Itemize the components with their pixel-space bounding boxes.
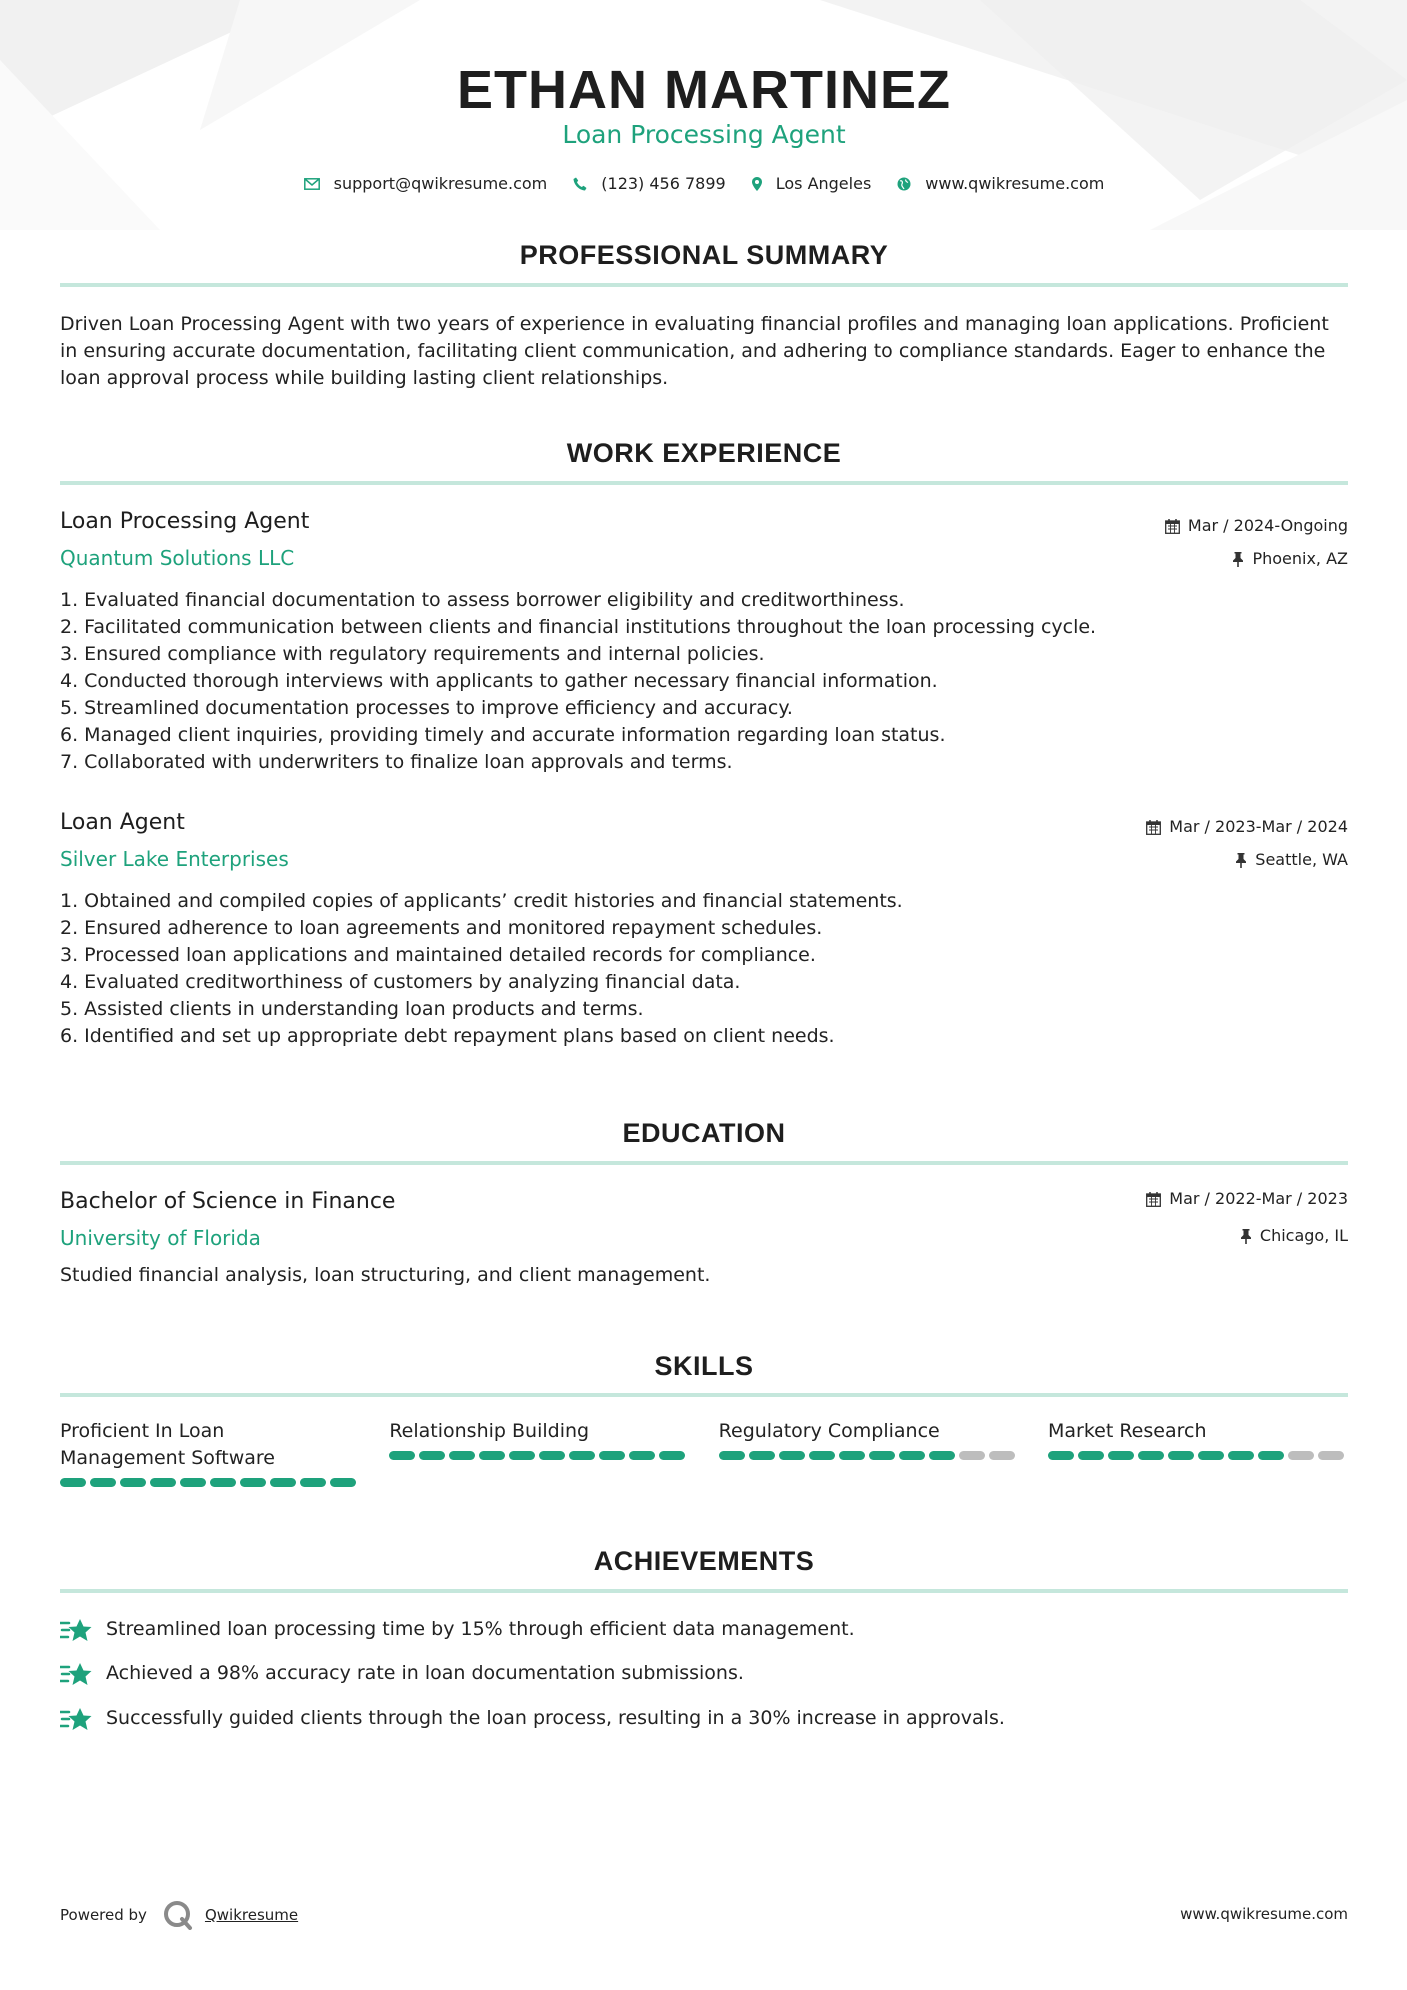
skill-dot-filled (210, 1478, 236, 1487)
list-item: 2. Facilitated communication between clients and financial institutions throughout the loan processing cycle. (60, 616, 1097, 638)
qwikresume-link[interactable]: Qwikresume (204, 1906, 299, 1924)
skill-dot-filled (120, 1478, 146, 1487)
skill-rating (719, 1451, 1019, 1460)
skill-dot-filled (240, 1478, 266, 1487)
list-item: 3. Processed loan applications and maintained detailed records for compliance. (60, 944, 816, 966)
skill-dot-filled (1108, 1451, 1134, 1460)
map-pin-icon (752, 177, 762, 191)
list-item: 1. Evaluated financial documentation to assess borrower eligibility and creditworthiness. (60, 589, 905, 611)
skill-dot-filled (509, 1451, 535, 1460)
education-divider (60, 1161, 1348, 1165)
calendar-icon (1165, 519, 1180, 534)
skill-name: Market Research (1047, 1420, 1207, 1442)
job-location (1235, 849, 1348, 871)
skill-dot-filled (899, 1451, 925, 1460)
education-location-text: Chicago, IL (1259, 1226, 1348, 1245)
skills-list (60, 1418, 1348, 1487)
candidate-role: Loan Processing Agent (562, 120, 846, 149)
summary-heading: PROFESSIONAL SUMMARY (519, 240, 889, 270)
pushpin-icon (1235, 853, 1247, 868)
degree-title: Bachelor of Science in Finance (60, 1189, 396, 1214)
skill-rating (389, 1451, 689, 1460)
job-date-text: Mar / 2023-Mar / 2024 (1169, 817, 1348, 836)
skill-dot-filled (330, 1478, 356, 1487)
experience-divider (60, 481, 1348, 485)
envelope-icon (304, 178, 320, 190)
calendar-icon (1146, 820, 1161, 835)
achievement-item (60, 1616, 855, 1643)
phone-text: (123) 456 7899 (601, 174, 726, 193)
job-title: Loan Agent (60, 810, 185, 835)
skill-name-line: Proficient In Loan (60, 1420, 225, 1442)
job-date (1165, 515, 1348, 537)
skill-dot-filled (270, 1478, 296, 1487)
summary-text: Driven Loan Processing Agent with two years of experience in evaluating financial profiles and managing loan applications. Proficient in ensuring accurate documentation, facilitating client communication, and adhering to compliance standards. Eager to enhance the loan approval process while building lasting client relationships. (60, 313, 1329, 389)
footer-website[interactable]: www.qwikresume.com (1180, 1905, 1348, 1923)
achievement-text: Streamlined loan processing time by 15% through efficient data management. (106, 1618, 855, 1640)
job-bullets (60, 587, 1348, 776)
skill-dot-filled (659, 1451, 685, 1460)
job-location (1232, 548, 1348, 570)
education-location (1240, 1225, 1348, 1247)
website-text: www.qwikresume.com (925, 174, 1105, 193)
contact-website[interactable] (897, 172, 1104, 196)
skill-item (1048, 1418, 1348, 1487)
skill-dot-filled (1138, 1451, 1164, 1460)
skill-dot-empty (1288, 1451, 1314, 1460)
skill-dot-filled (419, 1451, 445, 1460)
skill-dot-filled (300, 1478, 326, 1487)
achievements-heading: ACHIEVEMENTS (593, 1546, 815, 1576)
footer-powered-by (60, 1900, 298, 1930)
skill-item (60, 1418, 360, 1487)
education-heading: EDUCATION (622, 1118, 786, 1148)
job-bullets (60, 888, 1348, 1050)
school-name: University of Florida (60, 1226, 261, 1250)
job-company: Silver Lake Enterprises (60, 847, 289, 871)
job-location-text: Seattle, WA (1255, 850, 1348, 869)
list-item: 4. Evaluated creditworthiness of customers by analyzing financial data. (60, 971, 741, 993)
globe-icon (897, 177, 911, 191)
pushpin-icon (1232, 552, 1244, 567)
education-date-text: Mar / 2022-Mar / 2023 (1169, 1189, 1348, 1208)
list-item: 6. Managed client inquiries, providing timely and accurate information regarding loan status. (60, 724, 946, 746)
skill-dot-filled (779, 1451, 805, 1460)
education-description: Studied financial analysis, loan structuring, and client management. (60, 1264, 711, 1286)
achievement-text: Achieved a 98% accuracy rate in loan documentation submissions. (106, 1662, 744, 1684)
skill-dot-filled (1048, 1451, 1074, 1460)
achievement-item (60, 1660, 744, 1687)
calendar-icon (1146, 1192, 1161, 1207)
skill-dot-empty (989, 1451, 1015, 1460)
list-item: 5. Assisted clients in understanding loan products and terms. (60, 998, 644, 1020)
skill-dot-filled (60, 1478, 86, 1487)
skill-dot-filled (839, 1451, 865, 1460)
star-icon (60, 1706, 92, 1732)
skill-dot-filled (389, 1451, 415, 1460)
contact-location (752, 172, 872, 196)
skill-dot-empty (959, 1451, 985, 1460)
location-text: Los Angeles (775, 174, 872, 193)
email-text: support@qwikresume.com (333, 174, 548, 193)
list-item: 5. Streamlined documentation processes to improve efficiency and accuracy. (60, 697, 793, 719)
skill-dot-empty (1318, 1451, 1344, 1460)
list-item: 1. Obtained and compiled copies of applicants’ credit histories and financial statements. (60, 890, 903, 912)
list-item: 4. Conducted thorough interviews with applicants to gather necessary financial information. (60, 670, 938, 692)
qwikresume-logo-icon (163, 1900, 193, 1930)
skill-dot-filled (749, 1451, 775, 1460)
contact-email[interactable] (304, 172, 548, 196)
skill-dot-filled (1258, 1451, 1284, 1460)
achievement-item (60, 1705, 1005, 1732)
candidate-name: ETHAN MARTINEZ (457, 60, 951, 120)
phone-icon (573, 177, 587, 191)
achievement-text: Successfully guided clients through the loan process, resulting in a 30% increase in approvals. (106, 1707, 1005, 1729)
skill-dot-filled (629, 1451, 655, 1460)
skill-name: Relationship Building (389, 1420, 590, 1442)
skill-dot-filled (449, 1451, 475, 1460)
skill-rating (60, 1478, 360, 1487)
list-item: 6. Identified and set up appropriate debt repayment plans based on client needs. (60, 1025, 835, 1047)
skill-dot-filled (569, 1451, 595, 1460)
skill-dot-filled (929, 1451, 955, 1460)
job-date (1146, 816, 1348, 838)
powered-by-label: Powered by (60, 1906, 147, 1924)
skill-dot-filled (90, 1478, 116, 1487)
star-icon (60, 1661, 92, 1687)
skill-dot-filled (809, 1451, 835, 1460)
list-item: 3. Ensured compliance with regulatory requirements and internal policies. (60, 643, 765, 665)
skill-dot-filled (599, 1451, 625, 1460)
skill-dot-filled (869, 1451, 895, 1460)
skills-heading: SKILLS (654, 1351, 754, 1381)
skill-name (60, 1418, 360, 1472)
skill-dot-filled (1198, 1451, 1224, 1460)
skill-dot-filled (719, 1451, 745, 1460)
skill-dot-filled (1078, 1451, 1104, 1460)
job-date-text: Mar / 2024-Ongoing (1187, 516, 1348, 535)
pushpin-icon (1240, 1229, 1252, 1244)
contact-bar (60, 172, 1348, 196)
skill-item (389, 1418, 689, 1487)
contact-phone[interactable] (573, 172, 725, 196)
skill-rating (1048, 1451, 1348, 1460)
skills-divider (60, 1393, 1348, 1397)
list-item: 7. Collaborated with underwriters to finalize loan approvals and terms. (60, 751, 733, 773)
star-icon (60, 1617, 92, 1643)
skill-dot-filled (479, 1451, 505, 1460)
summary-divider (60, 283, 1348, 287)
job-title: Loan Processing Agent (60, 509, 310, 534)
skill-dot-filled (1168, 1451, 1194, 1460)
list-item: 2. Ensured adherence to loan agreements and monitored repayment schedules. (60, 917, 823, 939)
skill-name-line: Management Software (60, 1447, 275, 1469)
job-location-text: Phoenix, AZ (1252, 549, 1348, 568)
skill-dot-filled (180, 1478, 206, 1487)
achievements-divider (60, 1589, 1348, 1593)
skill-dot-filled (150, 1478, 176, 1487)
skill-dot-filled (1228, 1451, 1254, 1460)
job-company: Quantum Solutions LLC (60, 546, 295, 570)
experience-heading: WORK EXPERIENCE (566, 438, 842, 468)
education-date (1146, 1188, 1348, 1210)
skill-dot-filled (539, 1451, 565, 1460)
skill-name: Regulatory Compliance (718, 1420, 940, 1442)
skill-item (719, 1418, 1019, 1487)
